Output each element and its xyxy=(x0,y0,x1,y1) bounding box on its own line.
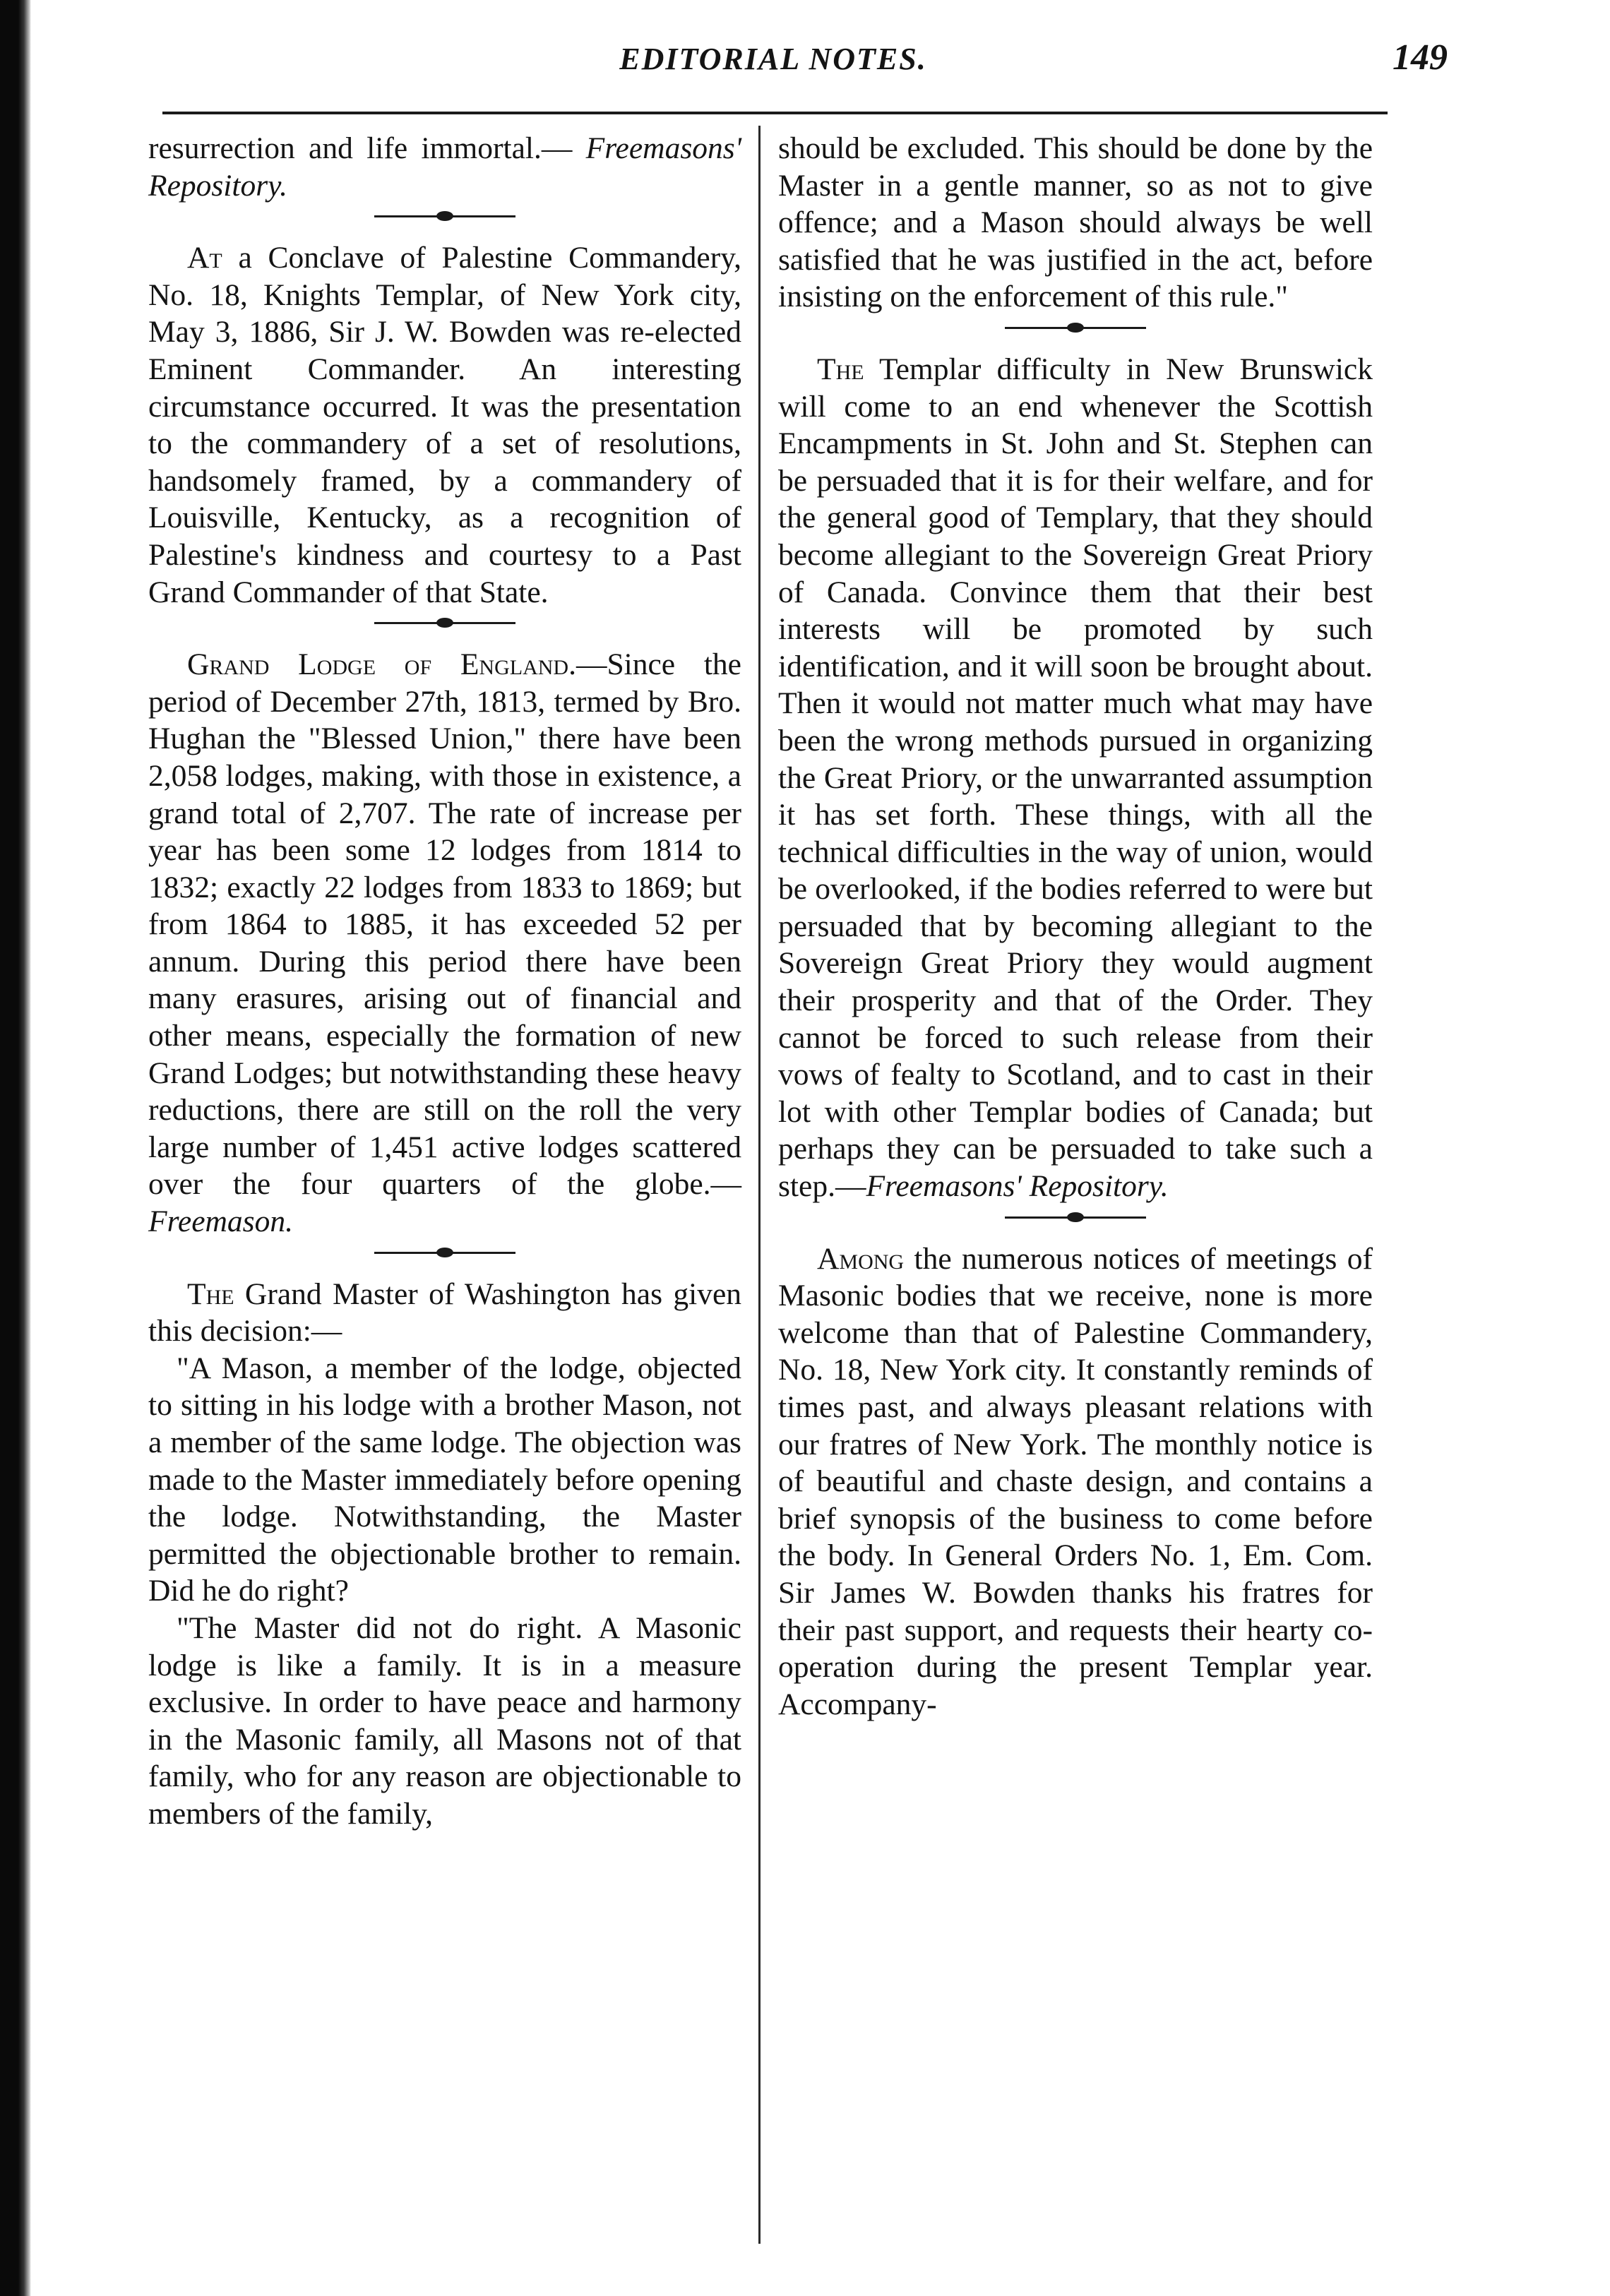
fragment-text: resurrection and life immortal.— xyxy=(148,131,573,165)
left-column xyxy=(148,130,741,1833)
templar-source: Freemasons' Repository. xyxy=(866,1169,1169,1204)
section-divider xyxy=(1005,320,1146,335)
section-divider xyxy=(1005,1209,1146,1225)
grand-lodge-text: —Since the period of December 27th, 1813, termed by Bro. Hughan the "Blessed Union," there have been 2,058 lodges, making, with those in existence, a grand total of 2,707. The rate of increase per year has been some 12 lodges from 1814 to 1832; exactly 22 lodges from 1833 to 1869; but from 1864 to 1885, it has exceeded 52 per annum. During this period there have been many erasures, arising out of financial and other means, especially the formation of new Grand Lodges; but notwithstanding these heavy reductions, there are still on the roll the very large number of 1,451 active lodges scattered over the four quarters of the globe.— xyxy=(148,647,741,1202)
grand-lodge-lead: Grand Lodge of England. xyxy=(187,647,576,682)
templar-text: Templar difficulty in New Brunswick will come to an end whenever the Scottish Encampments in St. John and St. Stephen can be persuaded that it is for their welfare, and for the general good of Templary, that they should become allegiant to the Sovereign Great Priory of Canada. Convince them that their best interests will be promoted by such identification, and it will soon be brought about. Then it would not matter much what may have been the wrong methods pursued in organizing the Great Priory, or the unwarranted assumption it has set forth. These things, with all the technical difficulties in the way of union, would be overlooked, if the bodies referred to were but persuaded that by becoming allegiant to the Sovereign Great Priory they would augment their prosperity and that of the Order. They cannot be forced to such release from their vows of fealty to Scotland, and to cast in their lot with other Templar bodies of Canada; but perhaps they can be persuaded to take such a step.— xyxy=(778,352,1373,1204)
grand-lodge-source: Freemason. xyxy=(148,1204,293,1239)
washington-answer: "The Master did not do right. A Masonic lodge is like a family. It is in a measure exclusive. In order to have peace and harmony in the Masonic family, all Masons not of that family, who for any reason are objectionable to members of the family, xyxy=(148,1610,741,1831)
header-rule xyxy=(162,112,1388,114)
among-text: the numerous notices of meetings of Masonic bodies that we receive, none is more welcome than that of Palestine Commandery, No. 18, New York city. It constantly reminds of times past, and always pleasant relations with our fratres of New York. The monthly notice is of beautiful and chaste design, and contains a brief synopsis of the business to come before the body. In General Orders No. 1, Em. Com. Sir James W. Bowden thanks his fratres for their past support, and requests their hearty co-operation during the present Templar year. Accompany- xyxy=(778,1241,1373,1721)
washington-paragraph xyxy=(148,1276,741,1350)
palestine-text: a Conclave of Palestine Commandery, No. 18, Knights Templar, of New York city, May 3, 1886, Sir J. W. Bowden was re-elected Eminent Commander. An interesting circumstance occurred. It was the presentation to the commandery of a set of resolutions, handsomely framed, by a commandery of Louisville, Kentucky, as a recognition of Palestine's kindness and courtesy to a Past Grand Commander of that State. xyxy=(148,241,741,609)
grand-lodge-paragraph xyxy=(148,646,741,1240)
washington-lead: The xyxy=(187,1276,234,1311)
section-divider xyxy=(374,1245,515,1260)
washington-text: Grand Master of Washington has given this decision:— xyxy=(148,1276,741,1349)
page-header xyxy=(162,37,1448,93)
among-paragraph xyxy=(778,1240,1373,1723)
fragment-source: Freemasons' Repository. xyxy=(148,131,741,203)
fragment-paragraph xyxy=(148,130,741,204)
continuation-paragraph: should be excluded. This should be done by the Master in a gentle manner, so as not to give offence; and a Mason should always be well satisfied that he was justified in the act, before insisting on the enforcement of this rule." xyxy=(778,131,1373,314)
palestine-paragraph xyxy=(148,239,741,611)
right-column xyxy=(778,130,1373,1723)
templar-paragraph xyxy=(778,351,1373,1205)
column-rule xyxy=(758,126,761,2244)
running-title: EDITORIAL NOTES. xyxy=(619,42,927,76)
templar-lead: The xyxy=(817,352,864,386)
scan-binding-edge xyxy=(0,0,31,2296)
section-divider xyxy=(374,208,515,224)
palestine-lead: At xyxy=(187,241,222,275)
washington-question: "A Mason, a member of the lodge, objected to sitting in his lodge with a brother Mason, not a member of the same lodge. The objection was made to the Master immediately before opening the lodge. Notwithstanding, the Master permitted the objectionable brother to remain. Did he do right? xyxy=(148,1351,741,1608)
section-divider xyxy=(374,615,515,630)
among-lead: Among xyxy=(817,1241,905,1276)
page-number: 149 xyxy=(1393,37,1448,78)
